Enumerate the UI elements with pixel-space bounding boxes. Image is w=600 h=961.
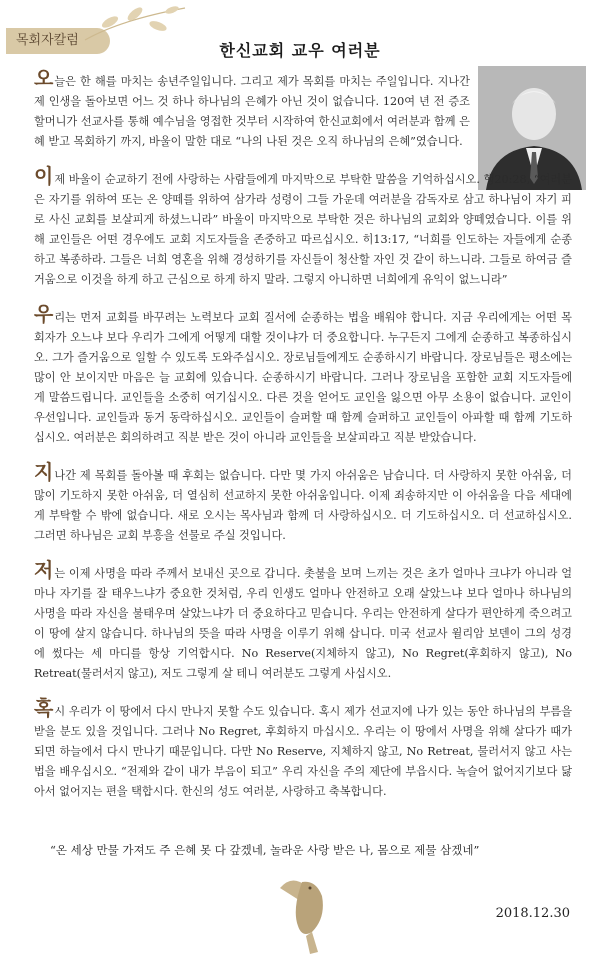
paragraph-5 (34, 560, 572, 684)
paragraph-text: 리는 먼저 교회를 바꾸려는 노력보다 교회 질서에 순종하는 법을 배워야 합니다. 지금 우리에게는 어떤 목회자가 오느냐 보다 우리가 그에게 어떻게 대할 것이냐가 더 중요합니다. 누구든지 그에게 순종하고 복종하십시오. 그가 즐거움으로 일할 수 있도록 도와주십시오. 장로님들에게도 순종하시기 바랍니다. 장로님들은 평소에는 많이 안 보이지만 마음은 늘 교회에 있습니다. 순종하시기 바랍니다. 그러나 장로님을 포함한 교회 지도자들에게 말씀드립니다. 교인들을 소중히 여기십시오. 다른 것을 얻어도 교인을 잃으면 아무 소용이 없습니다. 교인이 우선입니다. 교인들과 동거 동락하십시오. 교인들이 슬퍼할 때 함께 슬퍼하고 교인들이 아파할 때 함께 기도하십시오. 여러분은 회의하려고 직분 받은 것이 아니라 교인들을 보살피라고 직분 받았습니다. (34, 311, 572, 444)
paragraph-3 (34, 304, 572, 448)
drop-cap: 지 (34, 460, 54, 484)
drop-cap: 이 (34, 164, 54, 188)
column-date: 2018.12.30 (495, 906, 570, 921)
closing-quote: “온 세상 만물 가져도 주 은혜 못 다 갚겠네, 놀라운 사랑 받은 나, 몸으로 제물 삼겠네” (50, 843, 480, 857)
drop-cap: 우 (34, 302, 54, 326)
page-title: 한신교회 교우 여러분 (219, 41, 381, 60)
paragraph-4 (34, 462, 572, 546)
bird-icon (272, 866, 332, 956)
drop-cap: 혹 (34, 696, 54, 720)
paragraph-6 (34, 698, 572, 802)
paragraph-text: 늘은 한 해를 마치는 송년주일입니다. 그리고 제가 목회를 마치는 주일입니다. 지나간 제 인생을 돌아보면 어느 것 하나 하나님의 은혜가 아닌 것이 없습니다. 120여 년 전 증조할머니가 선교사를 통해 예수님을 영접한 것부터 시작하여 한신교회에서 여러분과 함께 은혜 받고 목회하기 까지, 바울이 말한 대로 “나의 나된 것은 오직 하나님의 은혜”였습니다. (34, 75, 470, 148)
paragraph-text: 제 바울이 순교하기 전에 사랑하는 사람들에게 마지막으로 부탁한 말씀을 기억하십시오. 행20:28, “여러분은 자기를 위하여 또는 온 양떼를 위하여 삼가라 성령이 그들 가운데 여러분을 감독자로 삼고 하나님이 자기 피로 사신 교회를 보살피게 하셨느니라” 바울이 마지막으로 부탁한 것은 하나님의 교회와 양떼였습니다. 이를 위해 교인들은 어떤 경우에도 교회 지도자들을 존중하고 따르십시오. 히13:17, “너희를 인도하는 자들에게 순종하고 복종하라. 그들은 너희 영혼을 위해 경성하기를 자신들이 청산할 자인 것 같이 하느니라. 그들로 하여금 즐거움으로 이것을 하게 하고 근심으로 하게 하지 말라. 그렇지 아니하면 너희에게 유익이 없느니라” (34, 173, 572, 286)
paragraph-text: 는 이제 사명을 따라 주께서 보내신 곳으로 갑니다. 촛불을 보며 느끼는 것은 초가 얼마나 크냐가 아니라 얼마나 자기를 잘 태우느냐가 중요한 것처럼, 우리 인생도 얼마나 안전하고 오래 살았느냐 보다 얼마나 하나님의 사명을 따라 자신을 불태우며 살았느냐가 더 중요하다고 믿습니다. 우리는 안전하게 살다가 편안하게 죽으려고 이 땅에 살지 않습니다. 하나님의 뜻을 따라 사명을 이루기 위해 삽니다. 미국 선교사 윌리암 보덴이 그의 성경에 썼다는 세 마디를 항상 기억합시다. No Reserve(지체하지 않고), No Regret(후회하지 않고), No Retreat(물러서지 않고), 저도 그렇게 살 테니 여러분도 그렇게 사십시오. (34, 567, 572, 680)
paragraph-2 (34, 166, 572, 290)
drop-cap: 오 (34, 66, 54, 90)
paragraph-text: 시 우리가 이 땅에서 다시 만나지 못할 수도 있습니다. 혹시 제가 선교지에 나가 있는 동안 하나님의 부름을 받을 분도 있을 것입니다. 그러나 No Regret, 후회하지 마십시오. 우리는 이 땅에서 사명을 위해 살다가 때가 되면 하늘에서 다시 만나기 때문입니다. 다만 No Reserve, 지체하지 않고, No Retreat, 물러서지 않고 사는 법을 배우십시오. “전제와 같이 내가 부음이 되고” 우리 자신을 주의 제단에 부읍시다. 녹슬어 없어지기보다 닳아서 없어지는 편을 택합시다. 한신의 성도 여러분, 사랑하고 축복합니다. (34, 705, 572, 798)
column-badge: 목회자칼럼 (6, 28, 110, 54)
drop-cap: 저 (34, 558, 54, 582)
paragraph-1 (34, 68, 470, 152)
paragraph-text: 나간 제 목회를 돌아볼 때 후회는 없습니다. 다만 몇 가지 아쉬움은 남습니다. 더 사랑하지 못한 아쉬움, 더 많이 기도하지 못한 아쉬움, 더 열심히 선교하지 못한 아쉬움입니다. 이제 죄송하지만 이 아쉬움을 다음 세대에게 부탁할 수 밖에 없습니다. 새로 오시는 목사님과 함께 더 사랑하십시오. 더 기도하십시오. 더 선교하십시오. 그러면 하나님은 교회 부흥을 선물로 주실 것입니다. (34, 469, 572, 542)
column-body (34, 68, 572, 816)
